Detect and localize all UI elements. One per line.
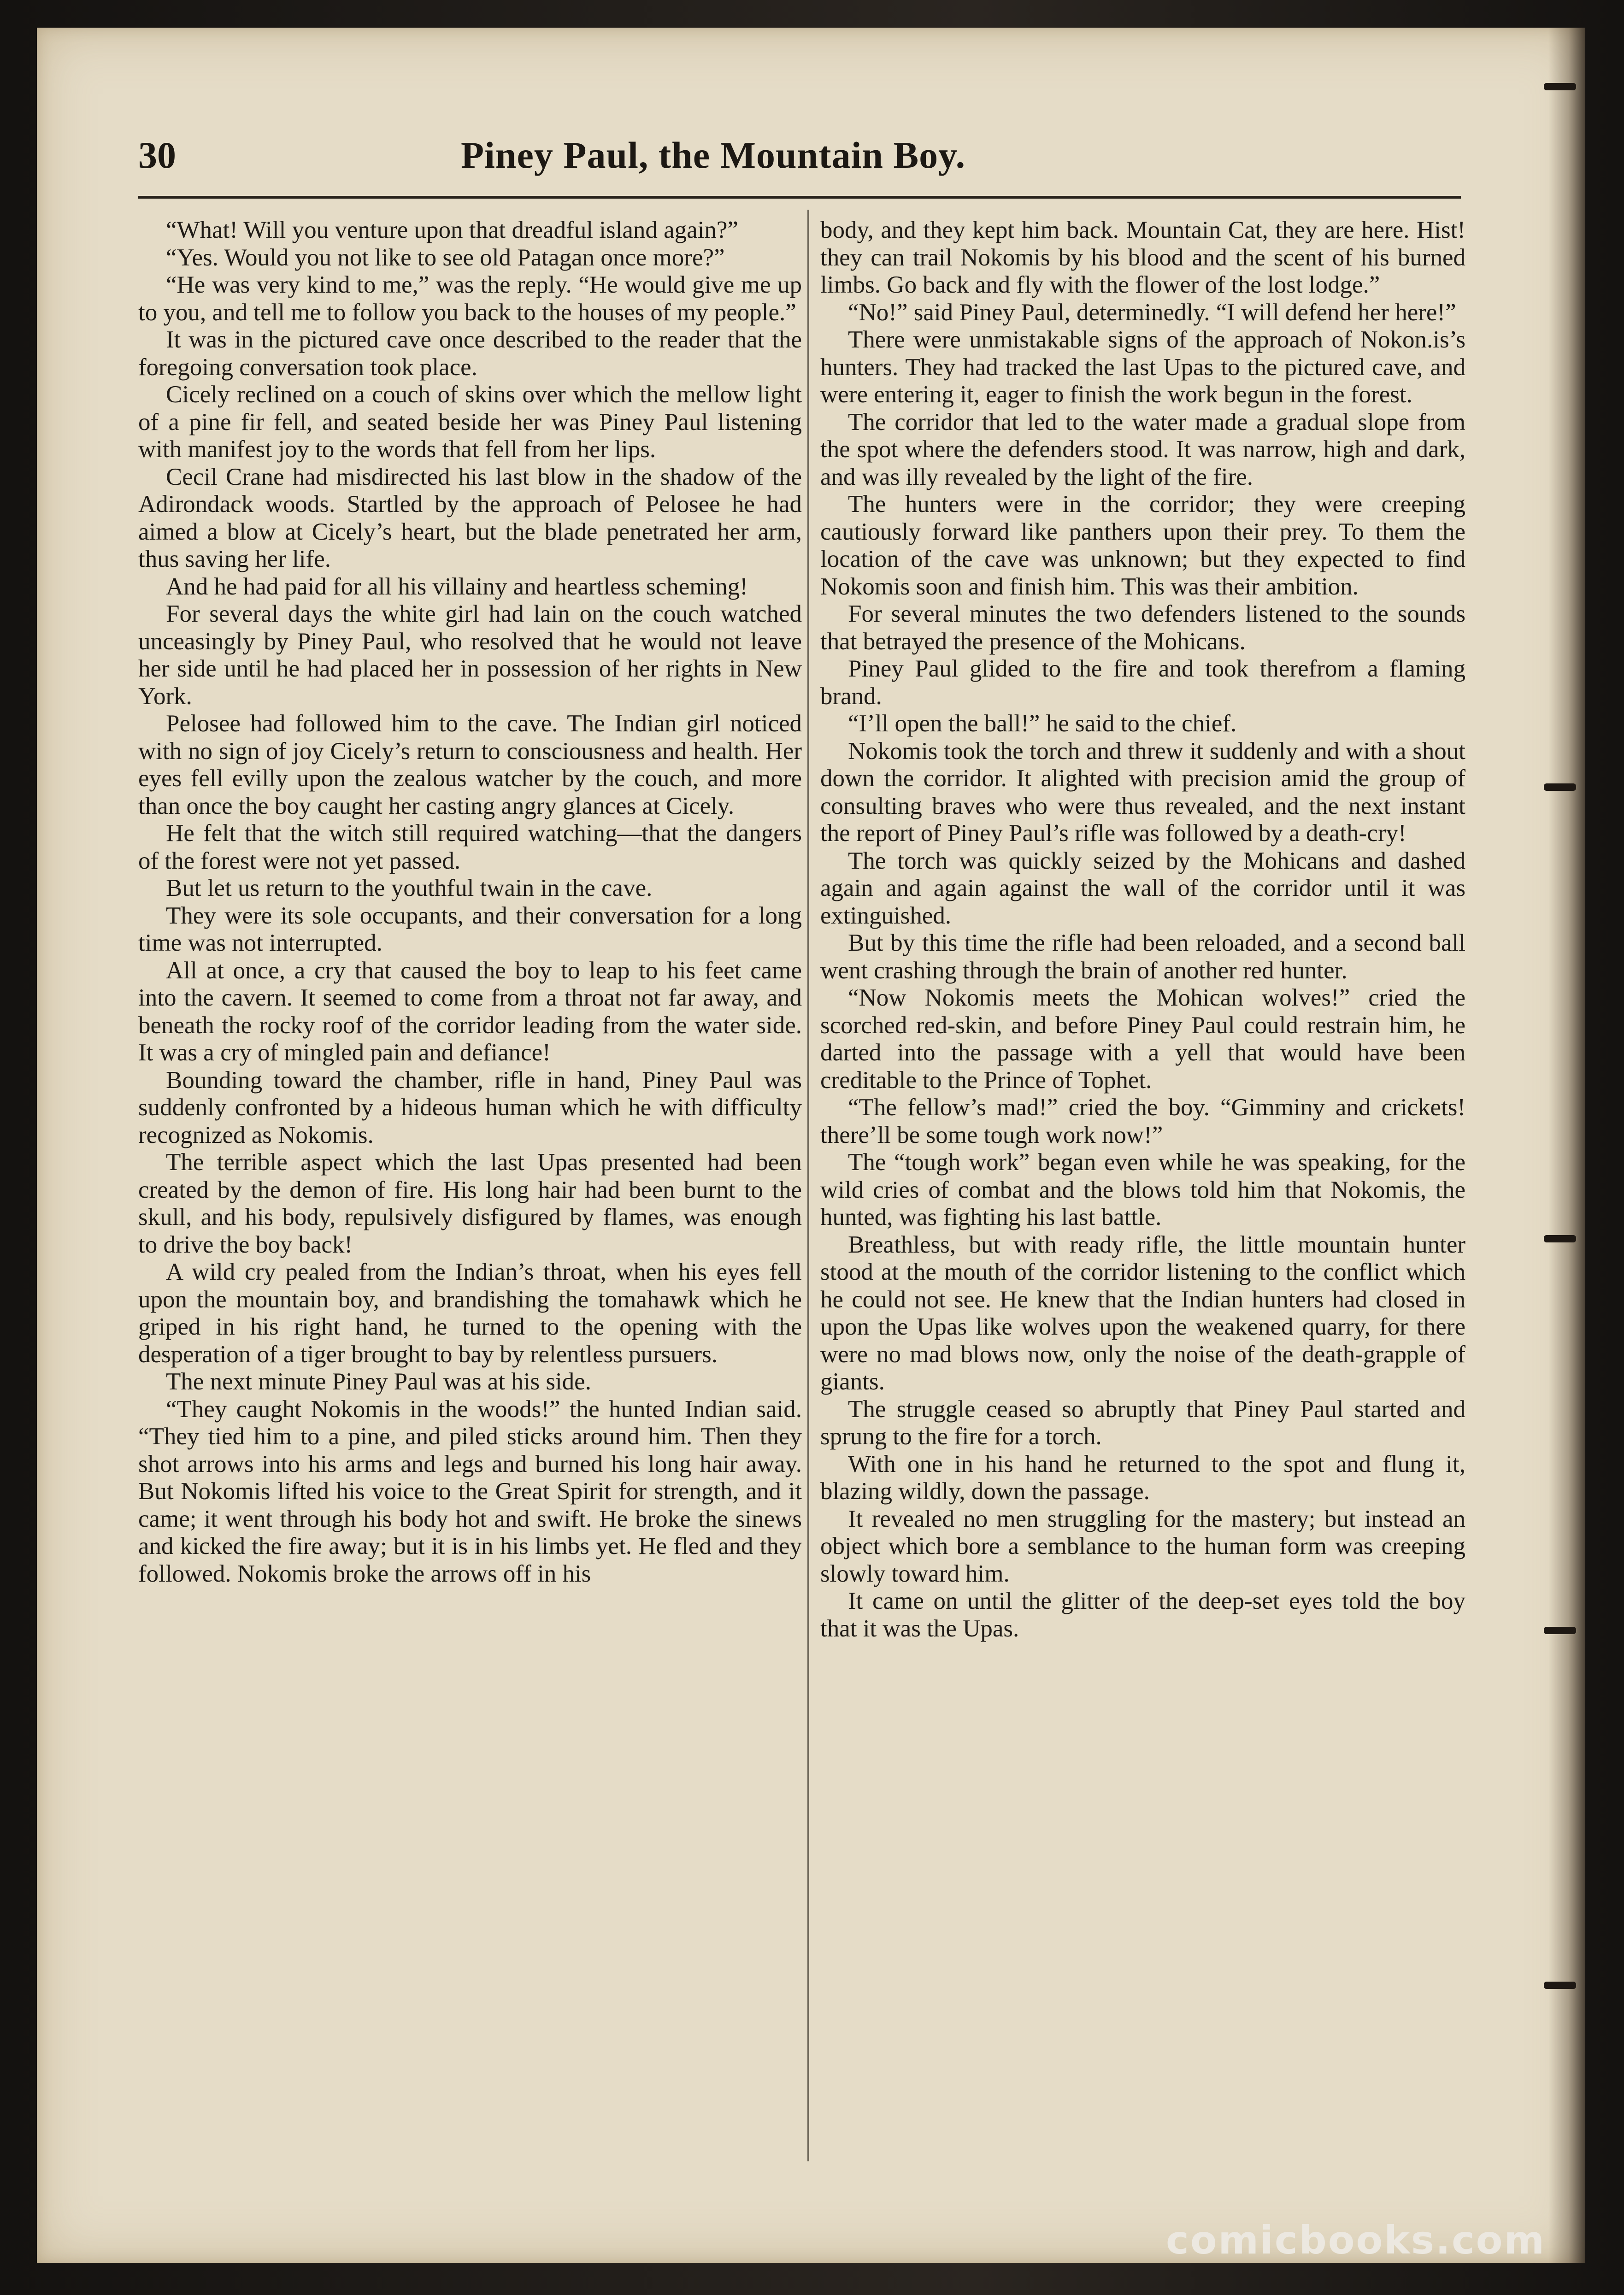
paragraph: Piney Paul glided to the fire and took therefrom a flaming brand. (820, 655, 1465, 710)
paragraph: “I’ll open the ball!” he said to the chief. (848, 710, 1237, 737)
paragraph: It came on until the glitter of the deep-set eyes told the boy that it was the Upas. (820, 1588, 1465, 1642)
paragraph: The “tough work” began even while he was speaking, for the wild cries of combat and the blows told him that Nokomis, the hunted, was fighting his last battle. (820, 1149, 1465, 1230)
binding-stitch (1544, 83, 1576, 90)
paragraph: The hunters were in the corridor; they were creeping cautiously forward like panthers upon their prey. To them the location of the cave was unknown; but they expected to find Nokomis soon and finish him. This was their ambition. (820, 491, 1465, 600)
paragraph: Breathless, but with ready rifle, the little mountain hunter stood at the mouth of the corridor listening to the conflict which he could not see. He knew that the Indian hunters had closed in upon the Upas like wolves upon the weakened quarry, for there were no mad blows now, only the noise of the death-grapple of giants. (820, 1231, 1465, 1395)
paragraph: “The fellow’s mad!” cried the boy. “Gimminy and crickets! there’ll be some tough work now!” (820, 1094, 1465, 1148)
paragraph: Cicely reclined on a couch of skins over which the mellow light of a pine fir fell, and seated beside her was Piney Paul listening with manifest joy to the words that fell from her lips. (138, 381, 802, 463)
paragraph: And he had paid for all his villainy and heartless scheming! (166, 573, 748, 600)
paragraph: All at once, a cry that caused the boy to leap to his feet came into the cavern. It seemed to come from a throat not far away, and beneath the rocky roof of the corridor leading from the water side. It was a cry of mingled pain and defiance! (138, 957, 802, 1066)
running-title: Piney Paul, the Mountain Boy. (461, 134, 966, 176)
left-text-column (138, 217, 802, 1588)
binding-stitch (1544, 1235, 1576, 1242)
paragraph: For several days the white girl had lain on the couch watched unceasingly by Piney Paul, who resolved that he would not leave her side until he had placed her in possession of her rights in New York. (138, 600, 802, 710)
paragraph: body, and they kept him back. Mountain Cat, they are here. Hist! they can trail Nokomis by his blood and the scent of his burned limbs. Go back and fly with the flower of the lost lodge.” (820, 217, 1465, 298)
paragraph: The next minute Piney Paul was at his side. (166, 1368, 591, 1395)
paragraph: “Yes. Would you not like to see old Patagan once more?” (166, 244, 725, 271)
page-number: 30 (138, 134, 176, 176)
paragraph: Cecil Crane had misdirected his last blow in the shadow of the Adirondack woods. Startled by the approach of Pelosee he had aimed a blow at Cicely’s heart, but the blade penetrated her arm, thus saving her life. (138, 463, 802, 572)
paragraph: With one in his hand he returned to the spot and flung it, blazing wildly, down the passage. (820, 1450, 1465, 1505)
paragraph: The struggle ceased so abruptly that Piney Paul started and sprung to the fire for a torch. (820, 1395, 1465, 1450)
site-watermark: comicbooks.com (1166, 2218, 1546, 2263)
paragraph: It revealed no men struggling for the mastery; but instead an object which bore a semblance to the human form was creeping slowly toward him. (820, 1505, 1465, 1587)
right-text-column (820, 217, 1465, 1642)
paragraph: For several minutes the two defenders listened to the sounds that betrayed the presence of the Mohicans. (820, 600, 1465, 655)
binding-stitch (1544, 1627, 1576, 1634)
paragraph: “He was very kind to me,” was the reply. “He would give me up to you, and tell me to follow you back to the houses of my people.” (138, 271, 802, 326)
page-header (83, 134, 1504, 198)
paragraph: The terrible aspect which the last Upas presented had been created by the demon of fire. His long hair had been burnt to the skull, and his body, repulsively disfigured by flames, was enough to drive the boy back! (138, 1149, 802, 1258)
paragraph: The corridor that led to the water made a gradual slope from the spot where the defenders stood. It was narrow, high and dark, and was illy revealed by the light of the fire. (820, 408, 1465, 490)
paragraph: The torch was quickly seized by the Mohicans and dashed again and again against the wall of the corridor until it was extinguished. (820, 847, 1465, 929)
paragraph: A wild cry pealed from the Indian’s throat, when his eyes fell upon the mountain boy, and brandishing the tomahawk which he griped in his right hand, he turned to the opening with the desperation of a tiger brought to bay by relentless pursuers. (138, 1259, 802, 1368)
column-divider (807, 210, 809, 2161)
binding-edge (1548, 28, 1585, 2263)
paragraph: They were its sole occupants, and their conversation for a long time was not interrupted. (138, 902, 802, 956)
paragraph: Pelosee had followed him to the cave. The Indian girl noticed with no sign of joy Cicely’s return to consciousness and health. Her eyes fell evilly upon the zealous watcher by the couch, and more than once the boy caught her casting angry glances at Cicely. (138, 710, 802, 819)
paragraph: There were unmistakable signs of the approach of Nokon.is’s hunters. They had tracked the last Upas to the pictured cave, and were entering it, eager to finish the work begun in the forest. (820, 326, 1465, 408)
paragraph: But let us return to the youthful twain in the cave. (166, 875, 653, 901)
paragraph: It was in the pictured cave once described to the reader that the foregoing conversation took place. (138, 326, 802, 381)
paragraph: “They caught Nokomis in the woods!” the hunted Indian said. “They tied him to a pine, and piled sticks around him. Then they shot arrows into his arms and legs and burned his long hair away. But Nokomis lifted his voice to the Great Spirit for strength, and it came; it went through his body hot and swift. He broke the sinews and kicked the fire away; but it is in his limbs yet. He fled and they followed. Nokomis broke the arrows off in his (138, 1395, 802, 1587)
paragraph: “No!” said Piney Paul, determinedly. “I will defend her here!” (848, 299, 1456, 326)
paragraph: Nokomis took the torch and threw it suddenly and with a shout down the corridor. It alighted with precision amid the group of consulting braves who were thus revealed, and the next instant the report of Piney Paul’s rifle was followed by a death-cry! (820, 737, 1465, 847)
header-rule (138, 196, 1461, 199)
paragraph: He felt that the witch still required watching—that the dangers of the forest were not yet passed. (138, 820, 802, 874)
binding-stitch (1544, 1982, 1576, 1989)
paragraph: But by this time the rifle had been reloaded, and a second ball went crashing through the brain of another red hunter. (820, 930, 1465, 984)
binding-stitch (1544, 783, 1576, 791)
paragraph: “Now Nokomis meets the Mohican wolves!” cried the scorched red-skin, and before Piney Paul could restrain him, he darted into the passage with a yell that would have been creditable to the Prince of Tophet. (820, 984, 1465, 1094)
paragraph: Bounding toward the chamber, rifle in hand, Piney Paul was suddenly confronted by a hideous human which he with difficulty recognized as Nokomis. (138, 1066, 802, 1148)
paragraph: “What! Will you venture upon that dreadful island again?” (166, 217, 738, 243)
